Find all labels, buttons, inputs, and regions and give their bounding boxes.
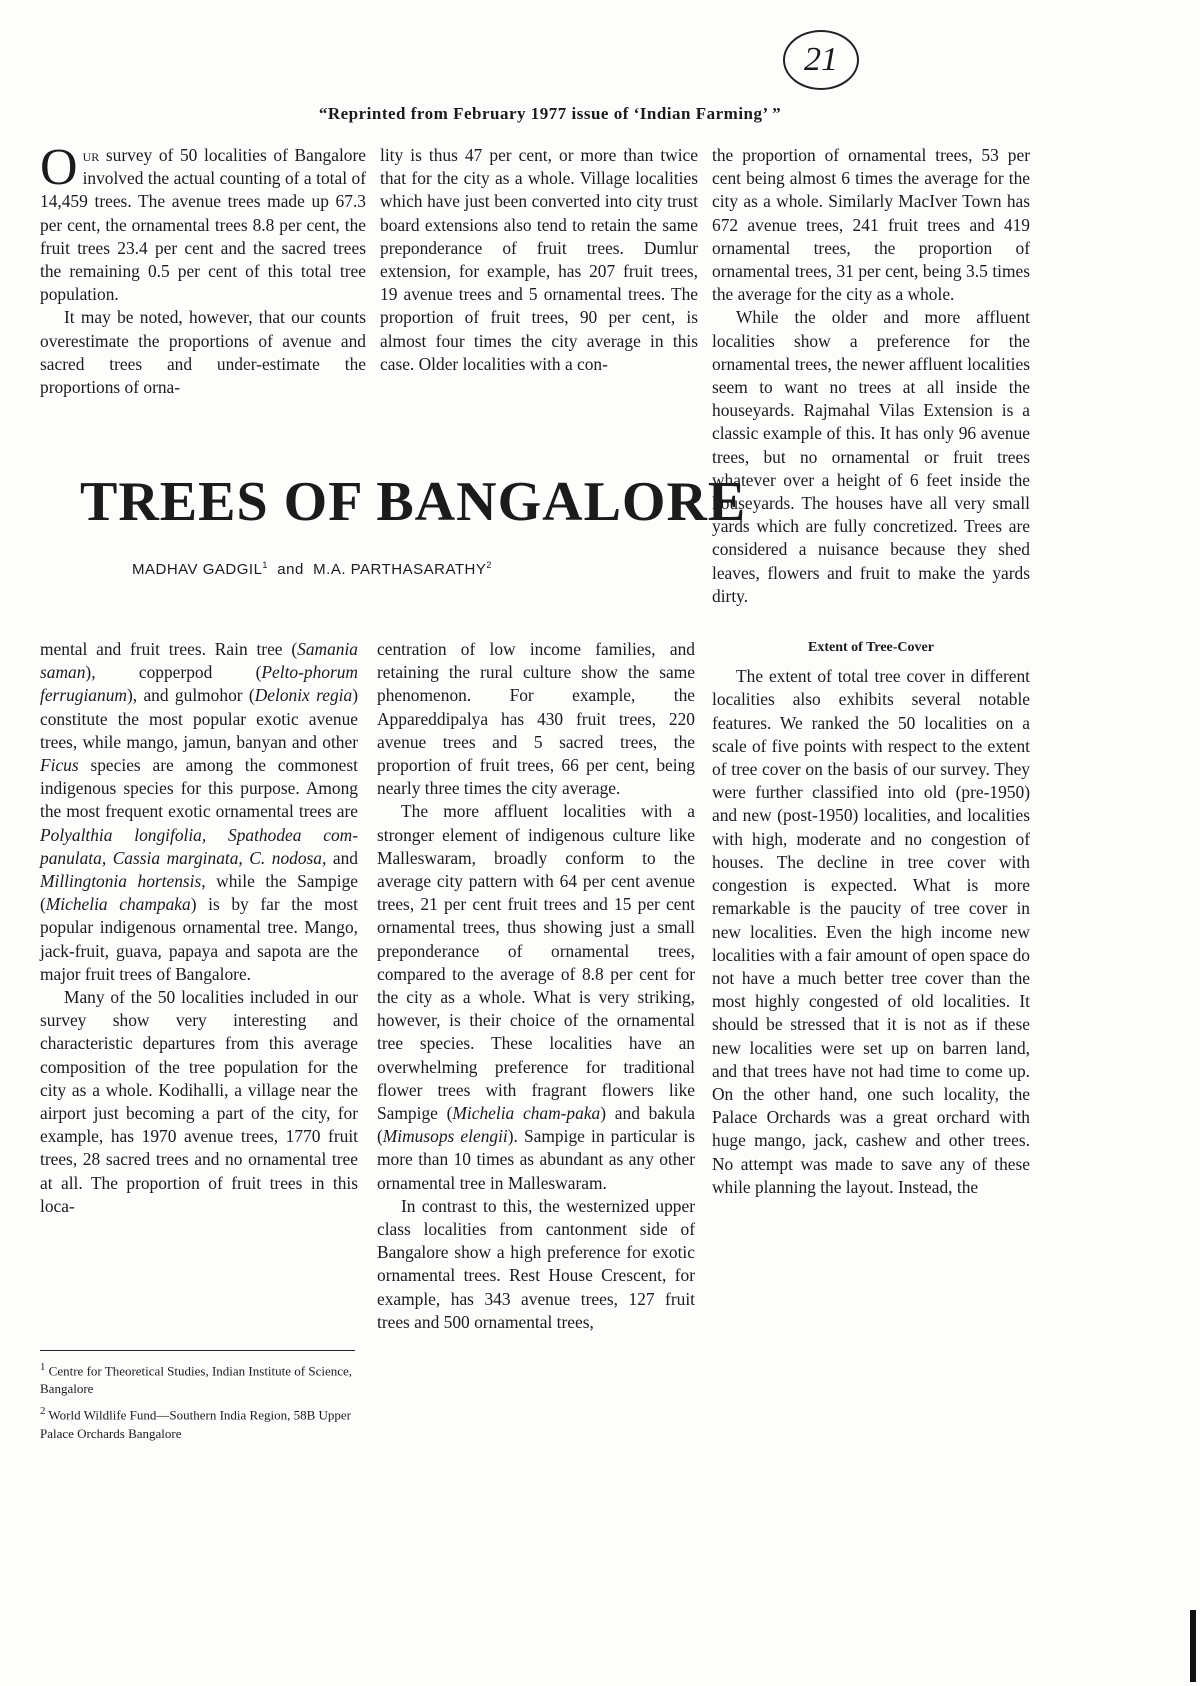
body-paragraph-5: In contrast to this, the westernized upper class localities from cantonment side of Bangalore show a high preference for exotic ornamental trees. Rest House Crescent, for example, has 343 avenue trees, 127 fruit trees and 500 ornamental trees, <box>377 1195 695 1332</box>
body-paragraph-2: Many of the 50 localities included in our survey show very interesting and characteristic departures from this average composition of the tree population for the city as a whole. Kodihalli, a village near the airport just becoming a part of the city, for example, has 1970 avenue trees, 1770 fruit trees, 28 sacred trees and no ornamental tree at all. The proportion of fruit trees in this loca- <box>40 987 358 1216</box>
author-2: M.A. PARTHASARATHY <box>313 561 487 578</box>
intro-column-2 <box>380 144 698 376</box>
body-column-2 <box>377 638 695 1334</box>
body-column-3 <box>712 144 1030 1199</box>
body-paragraph-8: The extent of total tree cover in different localities also exhibits several notable features. We ranked the 50 localities on a scale of five points with respect to the extent of tree cover on the basis of our survey. They were further classified into old (pre-1950) and new (post-1950) localities, and localities with high, moderate and no congestion of houses. The decline in tree cover with congestion is expected. What is more remarkable is the paucity of tree cover in new localities. Even the high income new localities with a fair amount of open space do not have a much better tree cover than the most highly congested of old localities. It should be stressed that it is not as if these new localities were set up on barren land, and that trees have not had time to come up. On the other hand, one such locality, the Palace Orchards was a great orchard with huge mango, jack, cashew and other trees. No attempt was made to save any of these while planning the layout. Instead, the <box>712 666 1030 1197</box>
footnotes <box>40 1358 358 1447</box>
author-1: MADHAV GADGIL <box>132 561 263 578</box>
intro-paragraph-3: lity is thus 47 per cent, or more than twice that for the city as a whole. Village localities which have just been converted into city trust board extensions also tend to retain the same preponderance of fruit trees. Dumlur extension, for example, has 207 fruit trees, 19 avenue trees and 5 ornamental trees. The proportion of fruit trees, 90 per cent, is almost four times the city average in this case. Older localities with a con- <box>380 145 698 374</box>
scan-edge-mark <box>1190 1610 1196 1682</box>
footnote-rule <box>40 1350 355 1351</box>
body-paragraph-4: The more affluent localities with a stronger element of indigenous culture like Malleswaram, broadly conform to the average city pattern with 64 per cent avenue trees, 21 per cent fruit trees and 15 per cent ornamental trees, thus showing just a small preponderance of ornamental trees, compared to the average of 8.8 per cent for the city as a whole. What is very striking, however, is their choice of the ornamental tree species. These localities have an overwhelming preference for traditional flower trees with fragrant flowers like Sampige (Michelia cham-paka) and bakula (Mimusops elengii). Sampige in particular is more than 10 times as abundant as any other ornamental tree in Malleswaram. <box>377 801 696 1193</box>
page-number-circle <box>783 30 859 90</box>
intro-paragraph-1: Our survey of 50 localities of Bangalore involved the actual counting of a total of 14,459 trees. The avenue trees made up 67.3 per cent, the ornamental trees 8.8 per cent, the fruit trees 23.4 per cent and the sacred trees the remaining 0.5 per cent of this total tree population. <box>40 139 366 305</box>
body-paragraph-3: centration of low income families, and retaining the rural culture show the same phenomenon. For example, the Appareddipalya has 430 fruit trees, 220 avenue trees and 5 sacred trees, the proportion of fruit trees, 66 per cent, being nearly three times the city average. <box>377 639 695 799</box>
page-number: 21 <box>804 41 838 78</box>
intro-column-1 <box>40 139 366 399</box>
body-paragraph-6: the proportion of ornamental trees, 53 per cent being almost 6 times the average for the city as a whole. Similarly MacIver Town has 672 avenue trees, 241 fruit trees and 419 ornamental trees, the proportion of ornamental trees, 31 per cent, being 3.5 times the average for the city as a whole. <box>712 145 1030 305</box>
reprint-note: “Reprinted from February 1977 issue of ‘Indian Farming’ ” <box>318 104 782 123</box>
body-paragraph-7: While the older and more affluent localities show a preference for the ornamental trees, the newer affluent localities seem to want no trees at all inside the houseyards. Rajmahal Vilas Extension is a classic example of this. It has only 96 avenue trees, but no ornamental or fruit trees whatever over a height of 6 feet inside the houseyards. The houses have all very small yards which are fully concretized. Trees are considered a nuisance because they shed leaves, flowers and fruit to make the yards dirty. <box>712 307 1030 606</box>
intro-paragraph-2: It may be noted, however, that our counts overestimate the proportions of avenue and sacred trees and under-estimate the proportions of orna- <box>40 307 366 398</box>
footnote-1: $^1$ Centre for Theoretical Studies, Indian Institute of Science, Bangalore <box>40 1361 353 1397</box>
article-title: TREES OF BANGALORE <box>80 471 747 533</box>
footnote-2: $^2$ World Wildlife Fund—Southern India Region, 58B Upper Palace Orchards Bangalore <box>40 1405 352 1441</box>
section-heading: Extent of Tree-Cover <box>808 640 934 656</box>
drop-cap: O <box>40 139 78 196</box>
body-column-1 <box>40 638 358 1218</box>
authors-line: MADHAV GADGIL$^1$ and M.A. PARTHASARATHY$^2$ <box>132 560 492 578</box>
body-paragraph-1: mental and fruit trees. Rain tree (Samania saman), copperpod (Pelto-phorum ferrugianum), and gulmohor (Delonix regia) constitute the most popular exotic avenue trees, while mango, jamun, banyan and other Ficus species are among the commonest indigenous species for this purpose. Among the most frequent exotic ornamental trees are Polyalthia longifolia, Spathodea com-panulata, Cassia marginata, C. nodosa, and Millingtonia hortensis, while the Sampige (Michelia champaka) is by far the most popular indigenous ornamental tree. Mango, jack-fruit, guava, papaya and sapota are the major fruit trees of Bangalore. <box>40 639 359 984</box>
